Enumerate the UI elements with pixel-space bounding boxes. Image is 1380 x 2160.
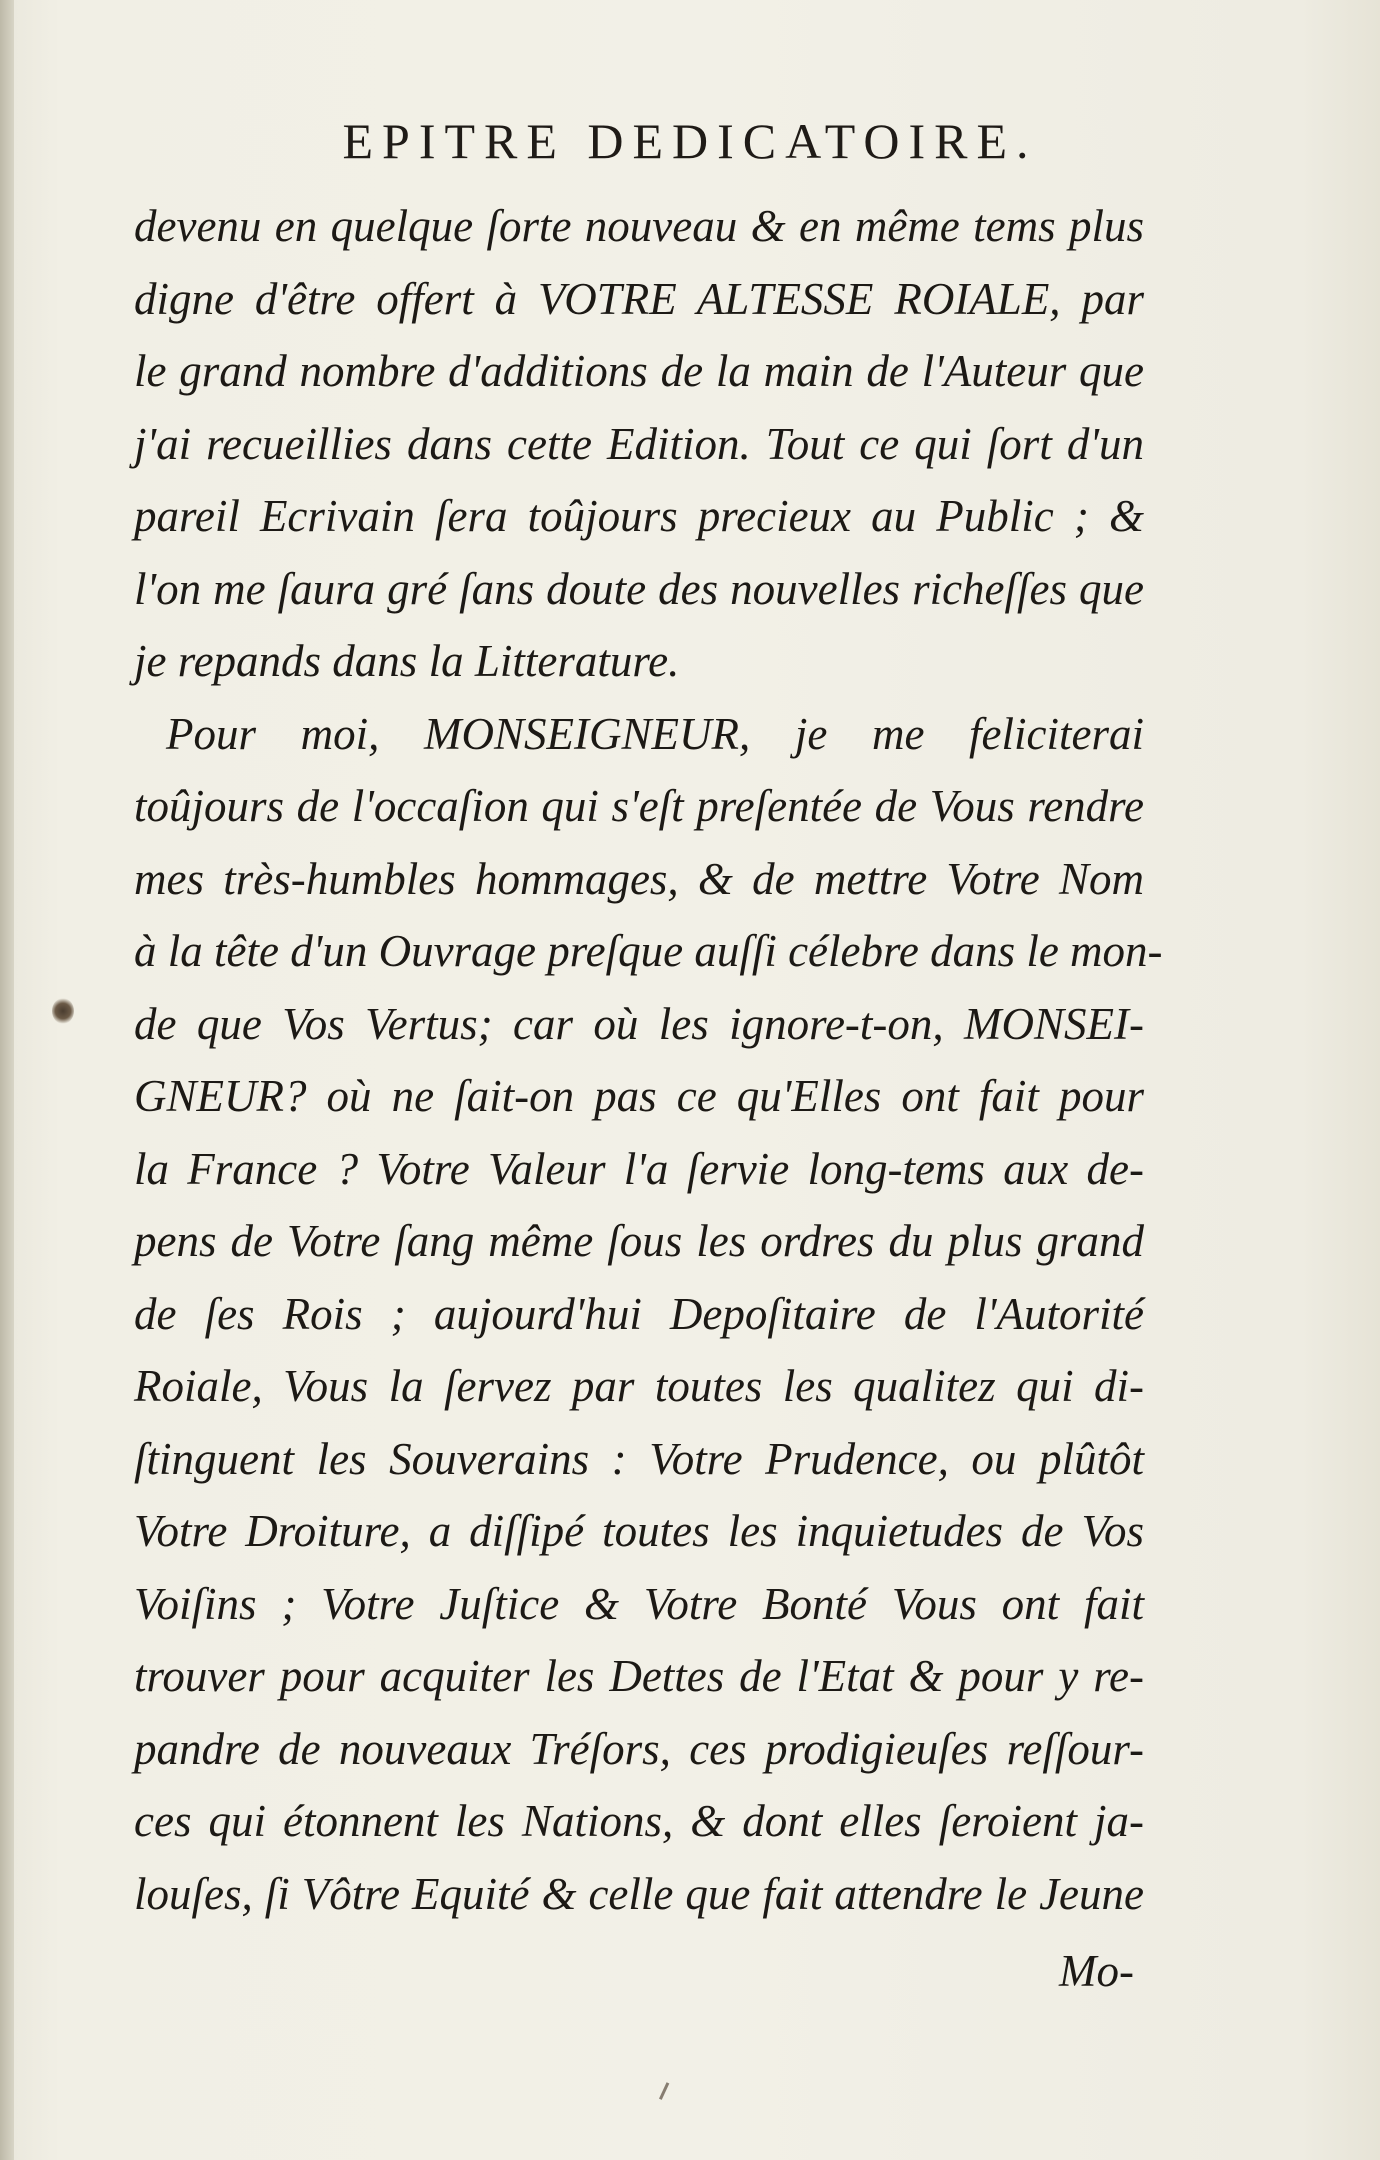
text-line: trouver pour acquiter les Dettes de l'Etat & pour y re- <box>134 1651 1144 1701</box>
text-line: de ſes Rois ; aujourd'hui Depoſitaire de l'Autorité <box>134 1288 1144 1339</box>
text-line: GNEUR? où ne ſait-on pas ce qu'Elles ont fait pour <box>134 1071 1144 1121</box>
text-line: ſtinguent les Souverains : Votre Prudence, ou plûtôt <box>134 1433 1144 1484</box>
text-line: pandre de nouveaux Tréſors, ces prodigieuſes reſſour- <box>134 1723 1144 1774</box>
text-line: le grand nombre d'additions de la main de l'Auteur que <box>134 346 1144 396</box>
text-line: toûjours de l'occaſion qui s'eſt preſentée de Vous rendre <box>134 781 1144 831</box>
text-line: devenu en quelque ſorte nouveau & en même tems plus <box>134 201 1144 251</box>
text-line: mes très-humbles hommages, & de mettre Votre Nom <box>134 853 1144 904</box>
text-line: la France ? Votre Valeur l'a ſervie long-tems aux de- <box>134 1143 1144 1194</box>
text-line: à la tête d'un Ouvrage preſque auſſi célebre dans le mon- <box>134 926 1163 976</box>
text-line: digne d'être offert à VOTRE ALTESSE ROIALE, par <box>134 273 1144 324</box>
text-line: Voiſins ; Votre Juſtice & Votre Bonté Vous ont fait <box>134 1578 1144 1629</box>
text-line: ces qui étonnent les Nations, & dont elles ſeroient ja- <box>134 1796 1144 1846</box>
ink-stain <box>52 998 74 1024</box>
page-gutter-edge <box>0 0 14 2160</box>
stray-ink-mark <box>659 2082 682 2105</box>
text-line: je repands dans la Litterature. <box>134 636 680 686</box>
text-line: l'on me ſaura gré ſans doute des nouvelles richeſſes que <box>134 563 1144 614</box>
text-line: pareil Ecrivain ſera toûjours precieux au Public ; & <box>134 491 1144 541</box>
text-line: de que Vos Vertus; car où les ignore-t-on, MONSEI- <box>134 998 1144 1049</box>
text-line: j'ai recueillies dans cette Edition. Tout ce qui ſort d'un <box>134 418 1144 469</box>
catchword: Mo- <box>1059 1946 1134 1996</box>
body-text <box>134 190 1163 1930</box>
text-line: louſes, ſi Vôtre Equité & celle que fait attendre le Jeune <box>134 1868 1144 1919</box>
text-line: Pour moi, MONSEIGNEUR, je me feliciterai <box>166 708 1144 759</box>
running-head: EPITRE DEDICATOIRE. <box>342 113 1038 169</box>
text-line: Votre Droiture, a diſſipé toutes les inquietudes de Vos <box>134 1506 1144 1556</box>
text-line: Roiale, Vous la ſervez par toutes les qualitez qui di- <box>134 1361 1144 1411</box>
text-line: pens de Votre ſang même ſous les ordres du plus grand <box>134 1216 1144 1266</box>
